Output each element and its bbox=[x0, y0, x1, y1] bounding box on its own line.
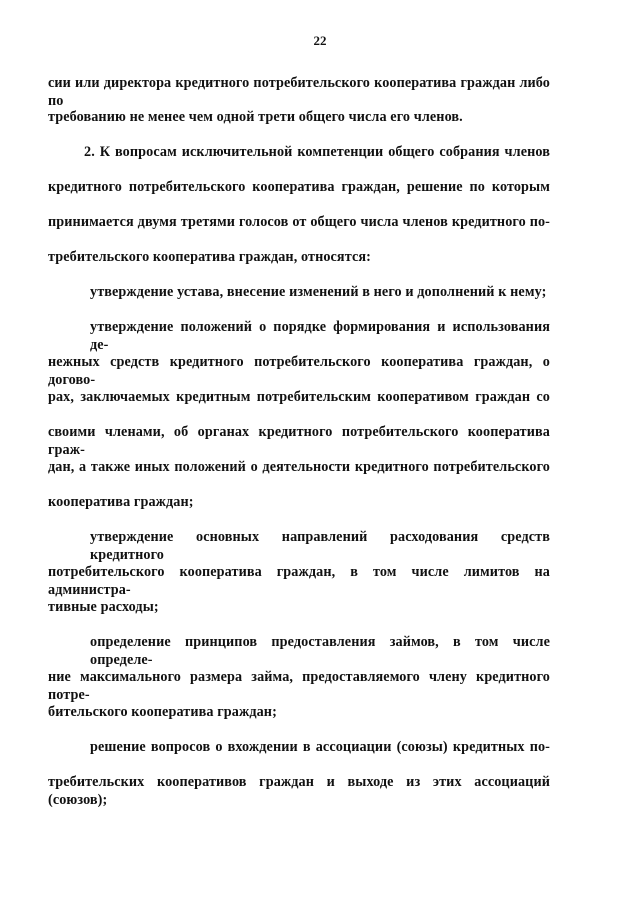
text-line: кредитного потребительского кооператива граждан, решение по которым bbox=[48, 179, 550, 195]
text-line: утверждение положений о порядке формирования и использования де- bbox=[90, 319, 550, 353]
text-line: рах, заключаемых кредитным потребительским кооперативом граждан со bbox=[48, 389, 550, 405]
text-line: нежных средств кредитного потребительского кооператива граждан, о догово- bbox=[48, 354, 550, 388]
text-line: принимается двумя третями голосов от общего числа членов кредитного по- bbox=[48, 214, 550, 230]
text-line: решение вопросов о вхождении в ассоциации (союзы) кредитных по- bbox=[90, 739, 550, 755]
text-line: утверждение основных направлений расходования средств кредитного bbox=[90, 529, 550, 563]
text-line: ние максимального размера займа, предоставляемого члену кредитного потре- bbox=[48, 669, 550, 703]
text-line: требительского кооператива граждан, относятся: bbox=[48, 249, 371, 265]
text-line: требительских кооперативов граждан и выходе из этих ассоциаций (союзов); bbox=[48, 774, 550, 808]
text-line: бительского кооператива граждан; bbox=[48, 704, 277, 720]
text-line: тивные расходы; bbox=[48, 599, 159, 615]
text-line: 2. К вопросам исключительной компетенции общего собрания членов bbox=[84, 144, 550, 160]
text-line: своими членами, об органах кредитного потребительского кооператива граж- bbox=[48, 424, 550, 458]
text-line: сии или директора кредитного потребительского кооператива граждан либо по bbox=[48, 75, 550, 109]
text-line: потребительского кооператива граждан, в том числе лимитов на администра- bbox=[48, 564, 550, 598]
page-number: 22 bbox=[313, 33, 327, 48]
text-line: определение принципов предоставления займов, в том числе определе- bbox=[90, 634, 550, 668]
text-line: утверждение устава, внесение изменений в него и дополнений к нему; bbox=[90, 284, 547, 300]
text-line: требованию не менее чем одной трети общего числа его членов. bbox=[48, 109, 463, 125]
text-line: кооператива граждан; bbox=[48, 494, 194, 510]
text-line: дан, а также иных положений о деятельности кредитного потребительского bbox=[48, 459, 550, 475]
